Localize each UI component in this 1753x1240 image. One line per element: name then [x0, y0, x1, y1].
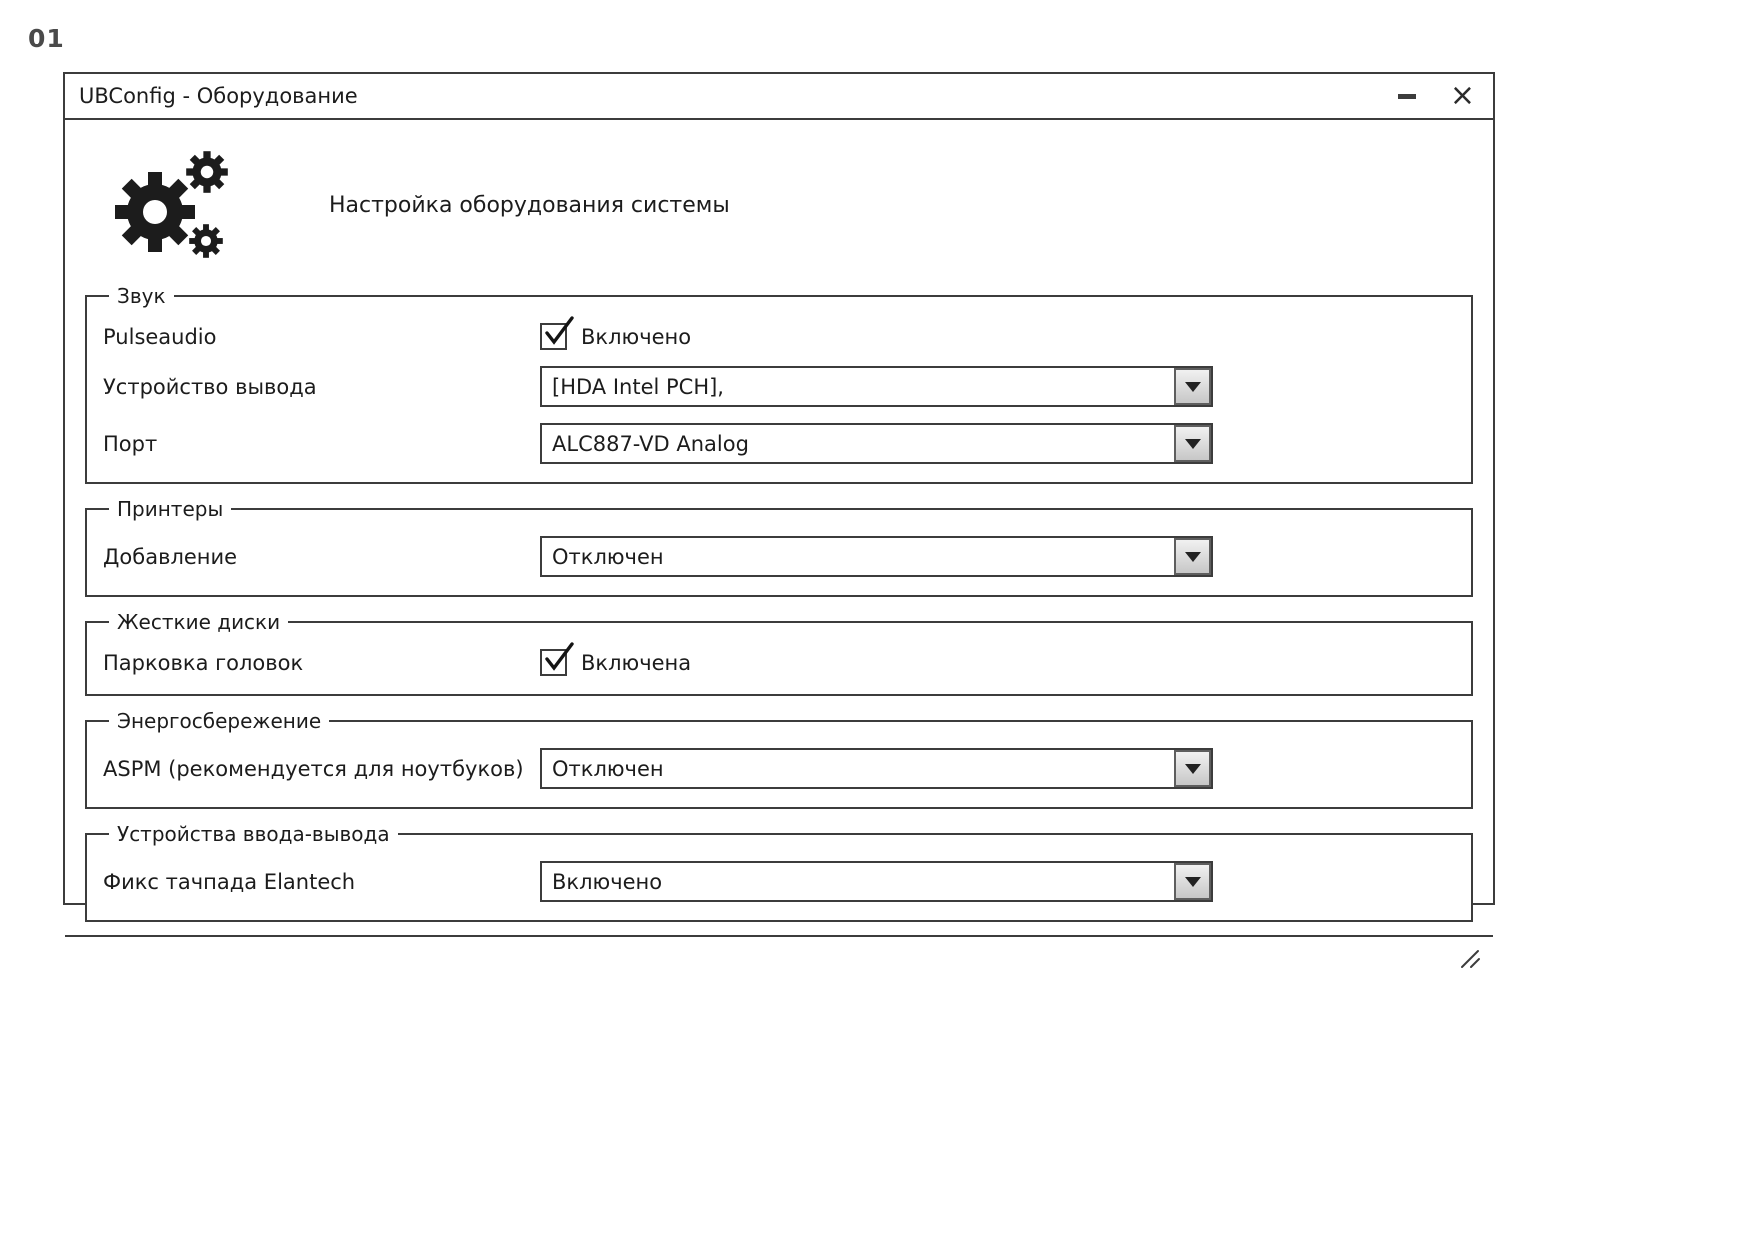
row-pulseaudio [103, 323, 1455, 350]
row-printer-add [103, 536, 1455, 577]
elantech-fix-dropdown[interactable] [540, 861, 1213, 902]
chevron-down-icon [1185, 877, 1201, 887]
head-parking-state-label: Включена [581, 650, 692, 675]
chevron-down-icon [1185, 552, 1201, 562]
window-content [65, 120, 1493, 935]
window-controls [1398, 78, 1475, 113]
titlebar [65, 74, 1493, 120]
minimize-icon[interactable] [1398, 94, 1416, 99]
dropdown-arrow-button[interactable] [1174, 863, 1211, 900]
app-header [85, 134, 1473, 284]
statusbar [65, 935, 1493, 977]
group-sound-legend: Звук [117, 284, 166, 308]
aspm-label: ASPM (рекомендуется для ноутбуков) [103, 756, 524, 781]
printer-add-label: Добавление [103, 544, 238, 569]
dropdown-value: ALC887-VD Analog [552, 431, 749, 456]
group-io-devices-legend: Устройства ввода-вывода [117, 822, 390, 846]
page-number: 01 [28, 24, 65, 53]
chevron-down-icon [1185, 439, 1201, 449]
dropdown-arrow-button[interactable] [1174, 538, 1211, 575]
group-hard-disks [85, 610, 1473, 696]
group-printers-legend: Принтеры [117, 497, 224, 521]
aspm-dropdown[interactable] [540, 748, 1213, 789]
dropdown-arrow-button[interactable] [1174, 425, 1211, 462]
pulseaudio-label: Pulseaudio [103, 324, 217, 349]
output-device-label: Устройство вывода [103, 374, 317, 399]
head-parking-label: Парковка головок [103, 650, 304, 675]
group-io-devices [85, 822, 1473, 922]
group-printers [85, 497, 1473, 597]
dropdown-arrow-button[interactable] [1174, 750, 1211, 787]
dropdown-value: Включено [552, 869, 663, 894]
row-output-device [103, 366, 1455, 407]
group-power-saving [85, 709, 1473, 809]
ubconfig-window [63, 72, 1495, 905]
row-port [103, 423, 1455, 464]
chevron-down-icon [1185, 382, 1201, 392]
group-sound [85, 284, 1473, 484]
output-device-dropdown[interactable] [540, 366, 1213, 407]
close-icon[interactable]: × [1449, 78, 1475, 113]
resize-grip-icon[interactable] [1459, 949, 1483, 969]
dropdown-value: Отключен [552, 544, 664, 569]
port-dropdown[interactable] [540, 423, 1213, 464]
check-icon [543, 317, 575, 351]
pulseaudio-checkbox[interactable] [540, 323, 567, 350]
dropdown-value: [HDA Intel PCH], [552, 374, 724, 399]
window-title: UBConfig - Оборудование [79, 84, 358, 108]
group-power-saving-legend: Энергосбережение [117, 709, 322, 733]
pulseaudio-state-label: Включено [581, 324, 692, 349]
check-icon [543, 643, 575, 677]
head-parking-checkbox[interactable] [540, 649, 567, 676]
chevron-down-icon [1185, 764, 1201, 774]
app-subtitle: Настройка оборудования системы [329, 192, 730, 218]
dropdown-arrow-button[interactable] [1174, 368, 1211, 405]
printer-add-dropdown[interactable] [540, 536, 1213, 577]
elantech-fix-label: Фикс тачпада Elantech [103, 869, 356, 894]
group-hard-disks-legend: Жесткие диски [117, 610, 281, 634]
row-aspm [103, 748, 1455, 789]
row-head-parking [103, 649, 1455, 676]
port-label: Порт [103, 431, 158, 456]
gears-icon [111, 146, 233, 264]
row-elantech-fix [103, 861, 1455, 902]
dropdown-value: Отключен [552, 756, 664, 781]
